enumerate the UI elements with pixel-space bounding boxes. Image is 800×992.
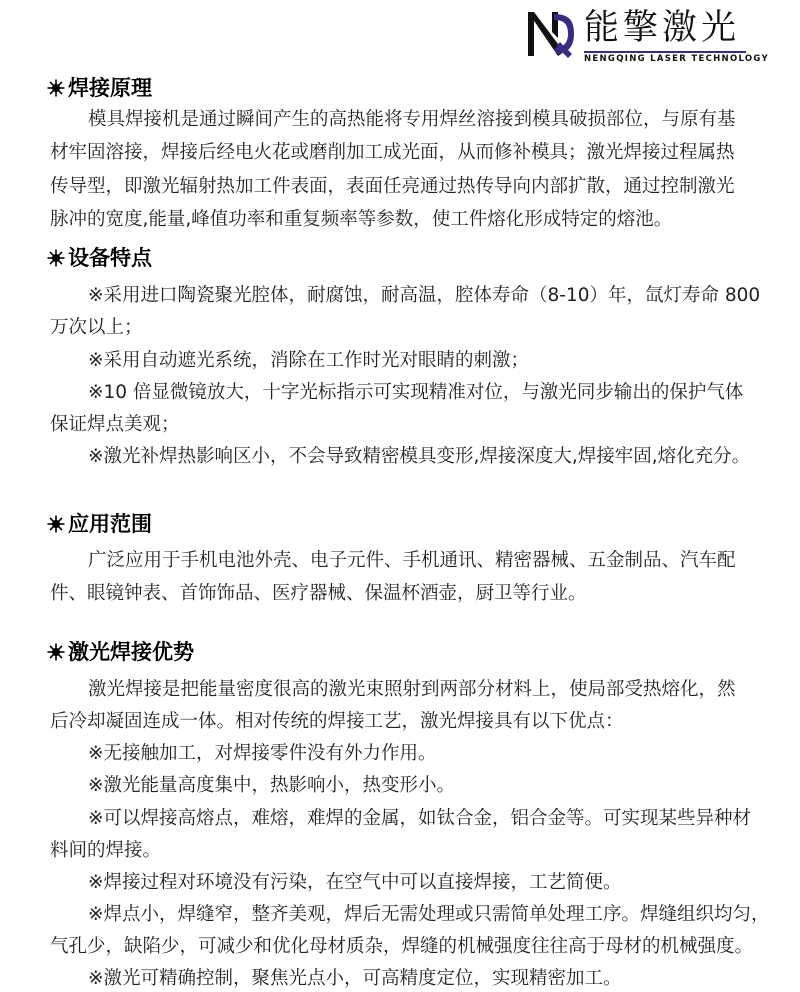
paragraph-line: 件、眼镜钟表、首饰饰品、医疗器械、保温杯酒壶，厨卫等行业。 [50, 583, 587, 604]
paragraph-line: ※采用进口陶瓷聚光腔体，耐腐蚀，耐高温，腔体寿命（8-10）年，氙灯寿命 800 [88, 285, 761, 306]
section-heading [46, 639, 194, 665]
brand-name-en: NENGQING LASER TECHNOLOGY [584, 54, 769, 64]
paragraph-line: 广泛应用于手机电池外壳、电子元件、手机通讯、精密器械、五金制品、汽车配 [88, 550, 736, 571]
section-title: 应用范围 [68, 512, 152, 536]
section-heading [46, 75, 152, 101]
sun-icon [46, 642, 68, 662]
section-heading [46, 245, 152, 271]
sun-icon [46, 248, 68, 268]
paragraph-line: 后冷却凝固连成一体。相对传统的焊接工艺，激光焊接具有以下优点： [50, 711, 624, 732]
paragraph-line: ※激光补焊热影响区小，不会导致精密模具变形,焊接深度大,焊接牢固,熔化充分。 [88, 446, 751, 467]
paragraph-line: ※10 倍显微镜放大，十字光标指示可实现精准对位，与激光同步输出的保护气体 [88, 382, 744, 403]
brand-logo [524, 8, 769, 64]
paragraph-line: ※焊接过程对环境没有污染，在空气中可以直接焊接，工艺简便。 [88, 872, 622, 893]
nq-logo-mark-icon [524, 8, 576, 60]
paragraph-line: ※激光能量高度集中，热影响小，热变形小。 [88, 775, 456, 796]
paragraph-line: ※焊点小，焊缝窄，整齐美观，焊后无需处理或只需简单处理工序。焊缝组织均匀， [88, 904, 770, 925]
paragraph-line: 气孔少，缺陷少，可减少和优化母材质杂，焊缝的机械强度往往高于母材的机械强度。 [50, 936, 754, 957]
paragraph-line: 模具焊接机是通过瞬间产生的高热能将专用焊丝溶接到模具破损部位，与原有基 [88, 109, 736, 130]
paragraph-line: ※可以焊接高熔点，难熔，难焊的金属，如钛合金，铝合金等。可实现某些异种材 [88, 808, 752, 829]
paragraph-line: 脉冲的宽度,能量,峰值功率和重复频率等参数，使工件熔化形成特定的熔池。 [50, 209, 673, 230]
paragraph-line: 激光焊接是把能量密度很高的激光束照射到两部分材料上，使局部受热熔化，然 [88, 679, 736, 700]
paragraph-line: 材牢固溶接，焊接后经电火花或磨削加工成光面，从而修补模具；激光焊接过程属热 [50, 142, 735, 163]
sun-icon [46, 78, 68, 98]
brand-name-cn: 能擎激光 [584, 8, 741, 48]
paragraph-line: 传导型，即激光辐射热加工件表面，表面任亮通过热传导向内部扩散，通过控制激光 [50, 176, 735, 197]
paragraph-line: ※无接触加工，对焊接零件没有外力作用。 [88, 743, 437, 764]
paragraph-line: 料间的焊接。 [50, 840, 162, 861]
paragraph-line: ※激光可精确控制，聚焦光点小，可高精度定位，实现精密加工。 [88, 968, 622, 989]
section-heading [46, 511, 152, 537]
sun-icon [46, 514, 68, 534]
paragraph-line: 保证焊点美观； [50, 414, 180, 435]
section-title: 激光焊接优势 [68, 640, 194, 664]
paragraph-line: ※采用自动遮光系统，消除在工作时光对眼睛的刺激； [88, 350, 530, 371]
section-title: 设备特点 [68, 246, 152, 270]
paragraph-line: 万次以上； [50, 317, 143, 338]
section-title: 焊接原理 [68, 76, 152, 100]
brand-divider [584, 51, 746, 53]
